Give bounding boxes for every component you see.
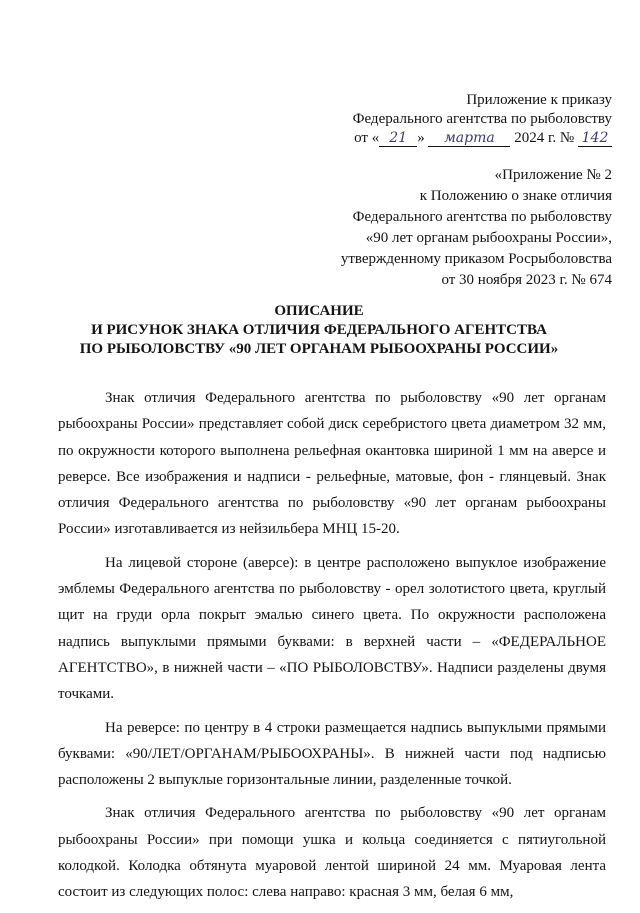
title-line: ОПИСАНИЕ — [274, 303, 364, 319]
handwritten-order-number: 142 — [578, 131, 612, 147]
annex2-line: от 30 ноября 2023 г. № 674 — [441, 272, 612, 288]
title-line: И РИСУНОК ЗНАКА ОТЛИЧИЯ ФЕДЕРАЛЬНОГО АГЕНТСТВА — [91, 322, 547, 338]
order-date-mid: » — [417, 130, 425, 146]
order-date-prefix: от « — [354, 130, 380, 146]
annex2-line: «90 лет органам рыбоохраны России», — [365, 230, 612, 246]
annex-line-2: Федерального агентства по рыболовству — [352, 111, 612, 127]
annex2-header — [341, 165, 612, 291]
annex2-line: утвержденному приказом Росрыболовства — [340, 251, 612, 267]
order-annex-header — [353, 91, 612, 148]
annex2-line: Федерального агентства по рыболовству — [352, 209, 612, 225]
order-year: 2024 г. № — [514, 130, 575, 146]
handwritten-day: 21 — [379, 131, 417, 147]
order-date-line — [353, 129, 612, 148]
body-paragraph: На реверсе: по центру в 4 строки размещается надпись выпуклыми прямыми буквами: «90/ЛЕТ/ОРГАНАМ/РЫБООХРАНЫ». В нижней части под надписью расположены 2 выпуклые горизонтальные линии, разделенные точкой. — [58, 719, 606, 789]
body-paragraph: Знак отличия Федерального агентства по рыболовству «90 лет органам рыбоохраны России» при помощи ушка и кольца соединяется с пятиугольной колодкой. Колодка обтянута муаровой лентой шириной 24 мм. Муаровая лента состоит из следующих полос: слева направо: красная 3 мм, белая 6 мм, — [58, 805, 606, 901]
annex2-line: к Положению о знаке отличия — [419, 188, 612, 204]
annex-line-1: Приложение к приказу — [466, 92, 612, 108]
body-paragraph: Знак отличия Федерального агентства по рыболовству «90 лет органам рыбоохраны России» представляет собой диск серебристого цвета диаметром 32 мм, по окружности которого выполнена рельефная окантовка шириной 1 мм на аверсе и реверсе. Все изображения и надписи - рельефные, матовые, фон - глянцевый. Знак отличия Федерального агентства по рыболовству «90 лет органам рыбоохраны России» изготавливается из нейзильбера МНЦ 15-20. — [58, 390, 606, 538]
document-body — [58, 385, 606, 913]
handwritten-month: марта — [428, 131, 510, 147]
body-paragraph: На лицевой стороне (аверсе): в центре расположено выпуклое изображение эмблемы Федерального агентства по рыболовству - орел золотистого цвета, круглый щит на груди орла покрыт эмалью синего цвета. По окружности расположена надпись выпуклыми прямыми буквами: в верхней части – «ФЕДЕРАЛЬНОЕ АГЕНТСТВО», в нижней части – «ПО РЫБОЛОВСТВУ». Надписи разделены двумя точками. — [58, 554, 606, 703]
annex2-line: «Приложение № 2 — [494, 167, 612, 183]
title-line: ПО РЫБОЛОВСТВУ «90 ЛЕТ ОРГАНАМ РЫБООХРАНЫ РОССИИ» — [79, 341, 559, 357]
document-title — [30, 302, 608, 359]
